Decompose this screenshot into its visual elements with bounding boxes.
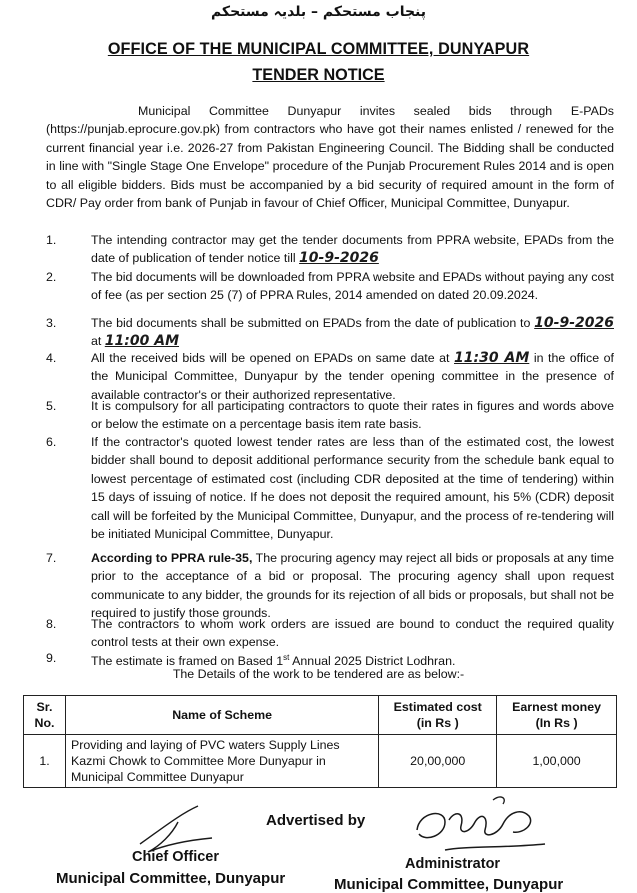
header-sr-no: Sr. No. (24, 696, 66, 735)
clause-5 (46, 397, 614, 434)
clause-7 (46, 549, 614, 623)
clause-8 (46, 615, 614, 652)
clause-text: The contractors to whom work orders are issued are bound to conduct the required quality control tests at their own expense. (91, 617, 614, 650)
clause-4 (46, 349, 614, 404)
clause-number: 2. (46, 270, 57, 284)
header-estimated-cost: Estimated cost (in Rs ) (379, 696, 497, 735)
clause-2 (46, 268, 614, 305)
clause-1 (46, 231, 614, 268)
clause-number: 6. (46, 435, 57, 449)
clause-number: 3. (46, 316, 57, 330)
clause-text-before: The estimate is framed on Based 1 (91, 654, 284, 669)
clause-number: 8. (46, 617, 57, 631)
urdu-slogan: پنجاب مستحکم – بلدیہ مستحکم (210, 4, 427, 20)
cell-cost: 20,00,000 (379, 735, 497, 788)
notice-title: TENDER NOTICE (252, 66, 385, 84)
clause-text: The intending contractor may get the tender documents from PPRA website, EPADs from the date of publication of tender notice till (91, 233, 614, 266)
clause-text-after: in the office of the Municipal Committee, Dunyapur by the tender opening committee in the presence of available contractor's or their authorized representative. (91, 351, 614, 402)
at-word: at (91, 334, 102, 349)
table-row (24, 735, 617, 788)
cell-scheme: Providing and laying of PVC waters Supply Lines Kazmi Chowk to Committee More Dunyapur in Municipal Committee Dunyapur (65, 735, 378, 788)
clause-text: The bid documents will be downloaded from PPRA website and EPADs without paying any cost of fee (as per section 25 (7) of PPRA Rules, 2014 amended on dated 20.09.2024. (91, 270, 614, 303)
clause-text-after: Annual 2025 District Lodhran. (292, 654, 456, 669)
clause-6 (46, 433, 614, 543)
office-title: OFFICE OF THE MUNICIPAL COMMITTEE, DUNYAPUR (107, 40, 530, 58)
scheme-table (23, 695, 617, 788)
chief-officer-title: Chief Officer (132, 849, 220, 865)
details-line: The Details of the work to be tendered are as below:- (172, 667, 465, 681)
handwritten-date: 10-9-2026 (534, 315, 614, 331)
advertised-by: Advertised by (266, 812, 366, 829)
handwritten-time: 11:30 AM (454, 350, 530, 366)
clause-text: If the contractor's quoted lowest tender rates are less than of the estimated cost, the lowest bidder shall bound to deposit additional performance security from the schedule bank equal to lowest percentage of estimated cost (including CDR deposited at the time of tendering) within 15 days of issuing of notice. If he does not deposit the required amount, his 5% (CDR) deposit call will be forfeited by the Municipal Committee, Dunyapur, and the process of re-tendering will be initiated Municipal Committee, Dunyapur. (91, 435, 614, 542)
cell-sr: 1. (24, 735, 66, 788)
handwritten-date: 10-9-2026 (299, 250, 379, 267)
administrator-title: Administrator (405, 856, 501, 872)
clause-text: The bid documents shall be submitted on EPADs from the date of publication to (91, 316, 531, 330)
clause-number: 1. (46, 233, 57, 247)
clause-number: 7. (46, 551, 57, 565)
cell-earnest: 1,00,000 (497, 735, 617, 788)
chief-officer-signature-icon (120, 800, 230, 856)
clause-number: 9. (46, 651, 57, 665)
ppra-rule-reference: According to PPRA rule-35, (91, 551, 253, 565)
clause-number: 4. (46, 351, 57, 365)
clause-text: The procuring agency may reject all bids or proposals at any time prior to the acceptance of a bid or proposal. The procuring agency shall upon request communicate to any bidder, the grounds for its rejection of all bids or proposals, but shall not be required to justify those grounds. (91, 551, 615, 621)
administrator-signature-icon (405, 790, 555, 862)
superscript-st: st (283, 653, 290, 662)
clause-number: 5. (46, 399, 57, 413)
clause-text: It is compulsory for all participating contractors to quote their rates in figures and words above or below the estimate on a percentage basis item rate basis. (91, 399, 614, 432)
clause-text-before: All the received bids will be opened on EPADs on same date at (91, 351, 450, 365)
header-earnest-money: Earnest money (In Rs ) (497, 696, 617, 735)
table-header-row (24, 696, 617, 735)
handwritten-time: 11:00 AM (104, 333, 180, 350)
intro-paragraph: Municipal Committee Dunyapur invites sealed bids through E-PADs (https://punjab.eprocure.gov.pk) from contractors who have got their names enlisted / renewed for the current financial year i.e. 2026-27 from Pakistan Engineering Council. The Bidding shall be conducted in line with "Single Stage One Envelope" procedure of the Punjab Procurement Rules 2014 and is open to all eligible bidders. Bids must be accompanied by a bid security of required amount in the form of CDR/ Pay order from bank of Punjab in favour of Chief Officer, Municipal Committee, Dunyapur. (46, 104, 614, 211)
clause-3 (46, 314, 614, 351)
administrator-org: Municipal Committee, Dunyapur (334, 876, 564, 893)
header-scheme: Name of Scheme (65, 696, 378, 735)
chief-officer-org: Municipal Committee, Dunyapur (56, 870, 286, 887)
